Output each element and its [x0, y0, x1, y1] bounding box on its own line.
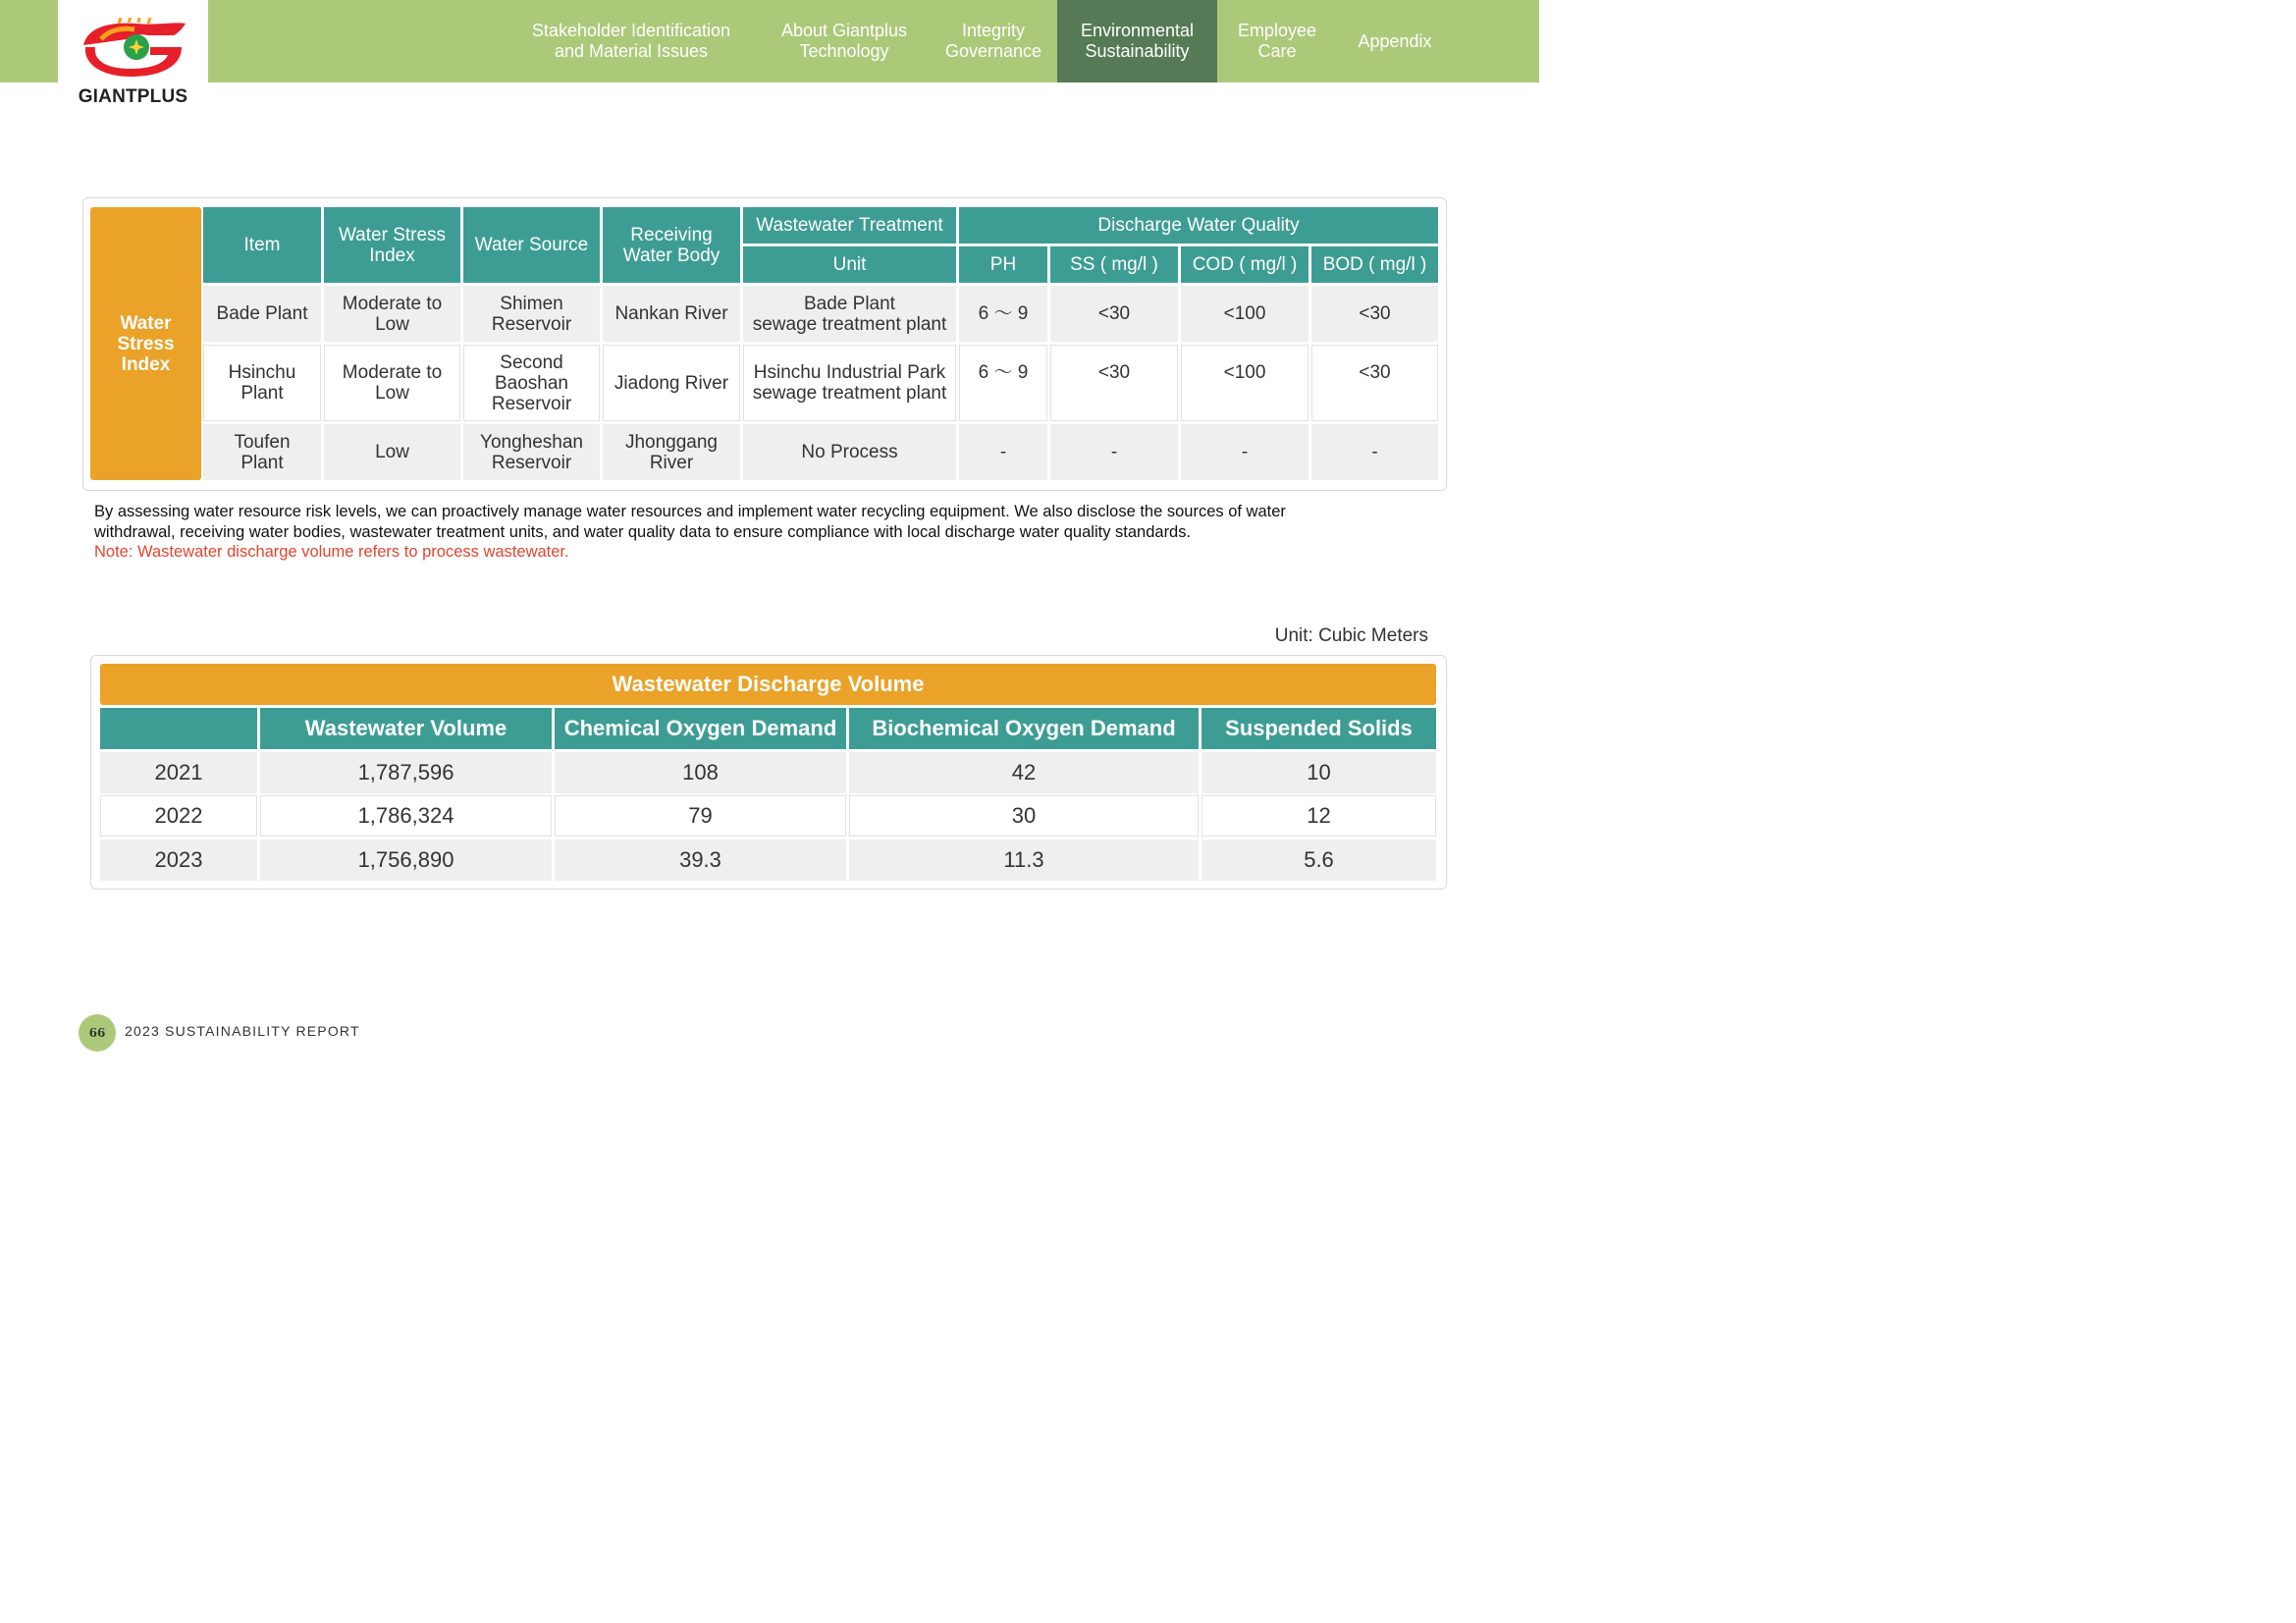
nav-integrity-governance[interactable]: [933, 0, 1054, 82]
nav-label-line: Governance: [944, 41, 1042, 61]
table-cell: 79: [555, 795, 846, 837]
table-cell: 39.3: [555, 839, 846, 881]
nav-label-line: and Material Issues: [554, 41, 709, 61]
header-item: Item: [203, 207, 321, 283]
header-cod: COD ( mg/l ): [1181, 246, 1308, 283]
nav-about-giantplus[interactable]: [768, 0, 921, 82]
table-cell: 1,756,890: [260, 839, 552, 881]
table-cell: <30: [1050, 286, 1178, 342]
cell-line: Hsinchu: [228, 362, 296, 383]
unit-label: Unit: Cubic Meters: [1274, 625, 1428, 646]
brand-name: GIANTPLUS: [78, 86, 188, 107]
header-suspended-solids: Suspended Solids: [1201, 708, 1436, 749]
table-cell: [603, 345, 740, 421]
header-unit: Unit: [743, 246, 956, 283]
header-line: Receiving: [630, 224, 713, 245]
header-wastewater-treatment: Wastewater Treatment: [743, 207, 956, 243]
nav-label-line: Environmental: [1080, 21, 1195, 40]
table-cell: [324, 286, 460, 342]
header-wastewater-volume: Wastewater Volume: [260, 708, 552, 749]
header-receiving-water-body: [603, 207, 740, 283]
cell-line: Moderate to: [342, 362, 443, 383]
cell-line: Reservoir: [491, 393, 572, 414]
header-bod: BOD ( mg/l ): [1311, 246, 1438, 283]
table-cell: -: [1050, 424, 1178, 480]
table-cell: 5.6: [1201, 839, 1436, 881]
discharge-table-title: Wastewater Discharge Volume: [100, 664, 1436, 705]
table-cell: [743, 345, 956, 421]
table-cell: [324, 424, 460, 480]
cell-line: Low: [375, 442, 409, 462]
table-cell: [324, 345, 460, 421]
cell-line: Jiadong River: [614, 372, 729, 394]
table-cell: <30: [1311, 345, 1438, 421]
table-cell: [463, 424, 600, 480]
nav-label-line: Employee: [1237, 21, 1317, 40]
table-cell: 108: [555, 752, 846, 793]
cell-line: Reservoir: [491, 452, 572, 473]
table-cell: 2021: [100, 752, 257, 793]
header-ph: PH: [959, 246, 1047, 283]
nav-stakeholder-identification[interactable]: [522, 0, 740, 82]
cell-line: Jhonggang: [624, 431, 719, 453]
cell-line: Nankan River: [614, 303, 728, 324]
table-cell: [463, 286, 600, 342]
table-cell: [203, 286, 321, 342]
side-label-line: Stress: [117, 333, 175, 354]
logo[interactable]: [58, 0, 208, 111]
table-cell: 10: [1201, 752, 1436, 793]
side-label-line: Water: [120, 312, 172, 334]
header-chemical-oxygen-demand: Chemical Oxygen Demand: [555, 708, 846, 749]
cell-line: sewage treatment plant: [752, 313, 947, 335]
table-cell: [603, 286, 740, 342]
table-cell: <100: [1181, 345, 1308, 421]
table-cell: [603, 424, 740, 480]
table-cell: 1,786,324: [260, 795, 552, 837]
header-water-source: Water Source: [463, 207, 600, 283]
cell-line: Hsinchu Industrial Park: [753, 362, 946, 383]
nav-employee-care[interactable]: [1227, 0, 1327, 82]
nav-appendix[interactable]: [1341, 0, 1449, 82]
cell-line: Shimen: [500, 293, 563, 314]
nav-label-line: Appendix: [1358, 30, 1432, 51]
table-cell: -: [1181, 424, 1308, 480]
cell-line: Toufen: [234, 431, 291, 453]
nav-label-line: Care: [1257, 41, 1297, 61]
table-cell: <100: [1181, 286, 1308, 342]
cell-line: sewage treatment plant: [752, 383, 947, 404]
header-line: Water Body: [622, 244, 721, 266]
nav-label-line: Technology: [799, 41, 889, 61]
table-cell: [743, 424, 956, 480]
paragraph-line: By assessing water resource risk levels, we can proactively manage water resources and implement water recycling equipment. We also disclose the sources of water: [94, 503, 1286, 520]
table-cell: 11.3: [849, 839, 1199, 881]
cell-line: Low: [375, 313, 409, 335]
table-cell: 2023: [100, 839, 257, 881]
cell-line: Yongheshan: [480, 431, 583, 453]
cell-line: Second: [500, 352, 563, 373]
nav-label-line: About Giantplus: [780, 21, 908, 40]
side-label-line: Index: [121, 353, 171, 375]
table-cell: [463, 345, 600, 421]
table-cell: 12: [1201, 795, 1436, 837]
nav-environmental-sustainability[interactable]: [1057, 0, 1217, 82]
cell-line: Bade Plant: [804, 293, 895, 314]
water-stress-index-side-label: [90, 207, 201, 480]
table-cell: <30: [1050, 345, 1178, 421]
cell-line: Plant: [240, 383, 284, 404]
cell-line: River: [649, 452, 694, 473]
cell-line: Baoshan: [494, 372, 568, 394]
note-text: Note: Wastewater discharge volume refers to process wastewater.: [94, 543, 569, 561]
nav-label-line: Stakeholder Identification: [531, 21, 731, 40]
cell-line: Plant: [240, 452, 284, 473]
cell-line: Moderate to: [342, 293, 443, 314]
table-cell: -: [1311, 424, 1438, 480]
header-ss: SS ( mg/l ): [1050, 246, 1178, 283]
footer-report-title: 2023 SUSTAINABILITY REPORT: [125, 1023, 360, 1039]
table-cell: 6 ～ 9: [959, 286, 1047, 342]
table-cell: [203, 424, 321, 480]
header-discharge-water-quality: Discharge Water Quality: [959, 207, 1438, 243]
table-cell: -: [959, 424, 1047, 480]
cell-line: Reservoir: [491, 313, 572, 335]
table-cell: [743, 286, 956, 342]
page-number: 66: [79, 1014, 116, 1052]
table-cell: 2022: [100, 795, 257, 837]
giantplus-logo-icon: [80, 18, 189, 79]
nav-label-line: Integrity: [961, 21, 1026, 40]
table-cell: <30: [1311, 286, 1438, 342]
table-cell: [203, 345, 321, 421]
header-biochemical-oxygen-demand: Biochemical Oxygen Demand: [849, 708, 1199, 749]
header-line: Index: [369, 244, 415, 266]
cell-line: No Process: [801, 442, 898, 462]
table-cell: 30: [849, 795, 1199, 837]
nav-label-line: Sustainability: [1085, 41, 1190, 61]
description-paragraph: [94, 502, 1400, 563]
cell-line: Bade Plant: [216, 303, 308, 324]
cell-line: Low: [375, 383, 409, 404]
paragraph-line: withdrawal, receiving water bodies, wastewater treatment units, and water quality data to ensure compliance with local discharge water quality standards.: [94, 522, 1192, 541]
table-cell: 1,787,596: [260, 752, 552, 793]
header-year: [100, 708, 257, 749]
header-line: Water Stress: [338, 224, 447, 245]
table-cell: 6 ～ 9: [959, 345, 1047, 421]
table-cell: 42: [849, 752, 1199, 793]
header-water-stress-index: [324, 207, 460, 283]
